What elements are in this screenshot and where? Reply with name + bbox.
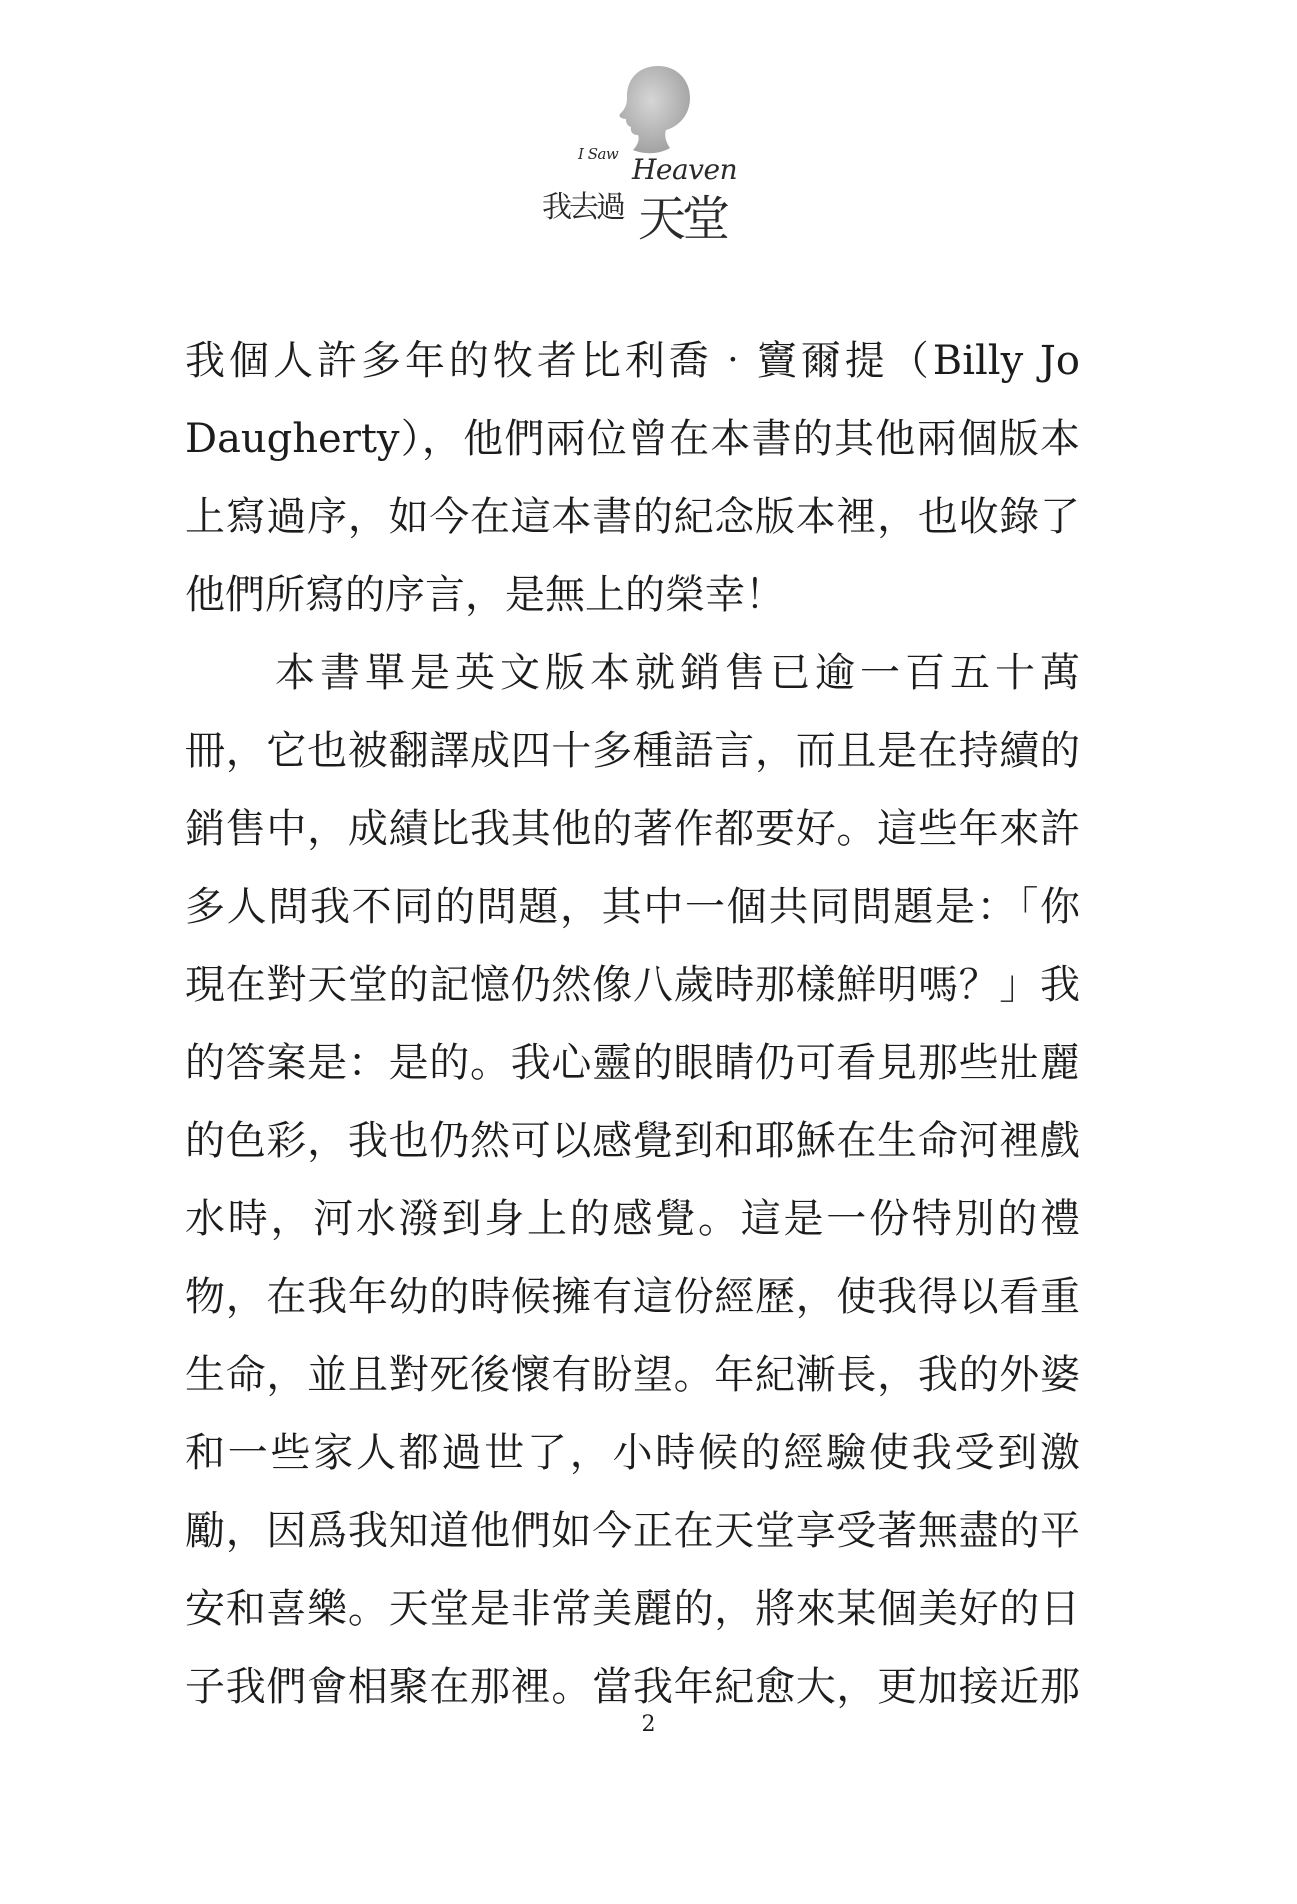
text-line: 的答案是：是的。我心靈的眼睛仍可看見那些壯麗 — [185, 1040, 1080, 1086]
text-line: 水時，河水潑到身上的感覺。這是一份特別的禮 — [185, 1196, 1080, 1242]
book-logo — [530, 60, 770, 247]
logo-chinese-small: 我去過 — [542, 190, 623, 225]
text-line: 物，在我年幼的時候擁有這份經歷，使我得以看重 — [185, 1274, 1080, 1320]
text-line: 銷售中，成績比我其他的著作都要好。這些年來許 — [185, 806, 1080, 852]
text-line: 他們所寫的序言，是無上的榮幸！ — [185, 572, 785, 618]
text-line: 和一些家人都過世了，小時候的經驗使我受到激 — [185, 1430, 1080, 1476]
text-line: 冊，它也被翻譯成四十多種語言，而且是在持續的 — [185, 728, 1080, 774]
text-line: 的色彩，我也仍然可以感覺到和耶穌在生命河裡戲 — [185, 1118, 1080, 1164]
body-text — [185, 322, 1080, 1726]
page-number: 2 — [641, 1712, 656, 1737]
text-line: 我個人許多年的牧者比利喬‧竇爾提（Billy Jo — [185, 338, 1080, 384]
text-line: 上寫過序，如今在這本書的紀念版本裡，也收錄了 — [185, 494, 1080, 540]
logo-english-small: I Saw — [578, 145, 619, 163]
text-line: 多人問我不同的問題，其中一個共同問題是：「你 — [185, 884, 1080, 930]
text-line: 生命，並且對死後懷有盼望。年紀漸長，我的外婆 — [185, 1352, 1080, 1398]
text-line: 勵，因爲我知道他們如今正在天堂享受著無盡的平 — [185, 1508, 1080, 1554]
text-line: Daugherty），他們兩位曾在本書的其他兩個版本 — [185, 416, 1080, 462]
text-line: 安和喜樂。天堂是非常美麗的，將來某個美好的日 — [185, 1586, 1080, 1632]
text-line: 現在對天堂的記憶仍然像八歲時那樣鮮明嗎？」我 — [185, 962, 1080, 1008]
text-line: 本書單是英文版本就銷售已逾一百五十萬 — [185, 650, 1080, 696]
logo-chinese-big: 天堂 — [638, 191, 727, 247]
logo-english-heaven: Heaven — [632, 153, 738, 186]
text-line: 子我們會相聚在那裡。當我年紀愈大，更加接近那 — [185, 1664, 1080, 1710]
